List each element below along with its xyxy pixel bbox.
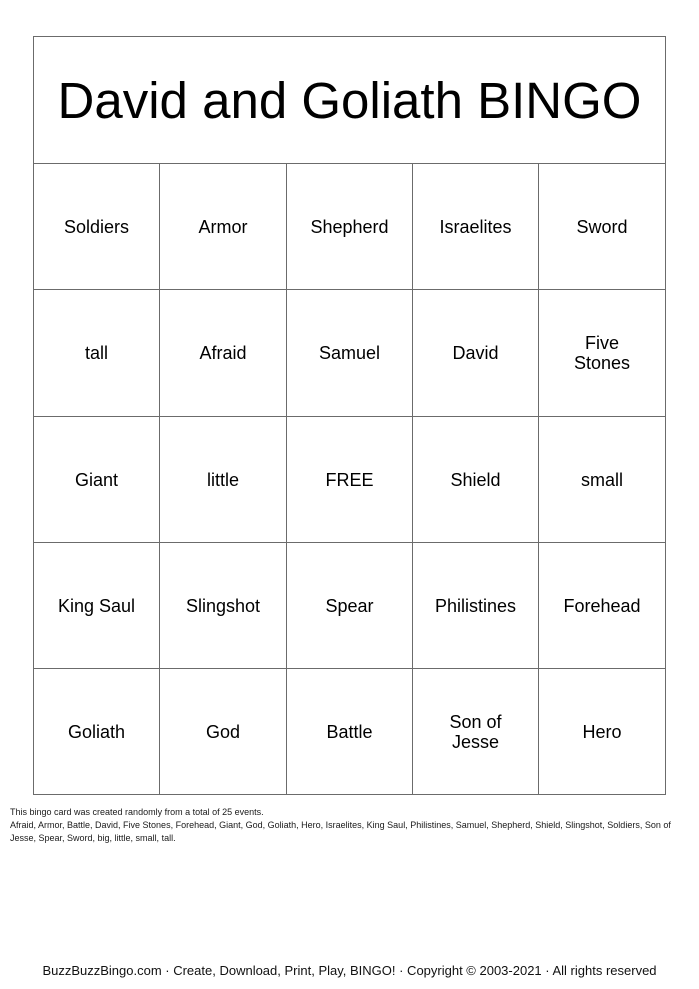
bingo-cell (287, 164, 413, 290)
cell-label: Samuel (318, 343, 381, 363)
bingo-cell (413, 543, 539, 669)
cell-label: Battle (326, 721, 373, 742)
bingo-cell (287, 669, 413, 794)
bingo-card (33, 36, 666, 795)
cell-label: tall (84, 343, 108, 363)
bingo-cell (539, 543, 665, 669)
bingo-cell (539, 290, 665, 417)
cell-label: Spear (325, 595, 374, 616)
cell-label: Five Stones (573, 333, 631, 373)
bingo-cell (34, 164, 160, 290)
bingo-grid (34, 164, 665, 794)
bingo-cell (539, 669, 665, 794)
notes-summary: This bingo card was created randomly from a total of 25 events. (10, 807, 264, 817)
cell-label: Shepherd (310, 216, 389, 237)
cell-label: Goliath (67, 721, 126, 742)
bingo-cell (160, 290, 287, 417)
cell-label: Hero (582, 721, 622, 742)
bingo-cell (413, 417, 539, 543)
bingo-cell (413, 669, 539, 794)
bingo-cell (287, 543, 413, 669)
cell-label: Afraid (199, 343, 247, 363)
cell-label: Forehead (563, 595, 641, 616)
cell-label: little (206, 469, 239, 490)
bingo-cell (160, 543, 287, 669)
bingo-cell (539, 164, 665, 290)
cell-label: Son of Jesse (449, 711, 502, 752)
card-title: David and Goliath BINGO (34, 37, 665, 164)
cell-label: Shield (450, 469, 501, 490)
cell-label: King Saul (57, 595, 136, 616)
cell-label: Israelites (439, 216, 512, 237)
notes-word-list: Afraid, Armor, Battle, David, Five Stones, Forehead, Giant, God, Goliath, Hero, Israelites, King Saul, Philistines, Samuel, Shepherd, Shield, Slingshot, Soldiers, Son of Jesse, Spear, Sword, big, little, small, tall. (10, 820, 671, 843)
cell-label: Sword (576, 216, 628, 237)
cell-label: God (205, 721, 241, 742)
cell-label: Armor (198, 216, 248, 237)
bingo-cell (160, 669, 287, 794)
cell-label: Slingshot (185, 595, 261, 616)
page-footer: BuzzBuzzBingo.com · Create, Download, Print, Play, BINGO! · Copyright © 2003-2021 · All rights reserved (42, 963, 657, 978)
bingo-cell (34, 669, 160, 794)
bingo-cell (34, 417, 160, 543)
bingo-cell (287, 290, 413, 417)
bingo-cell (34, 543, 160, 669)
cell-label: David (452, 343, 499, 363)
bingo-cell (34, 290, 160, 417)
bingo-cell (413, 290, 539, 417)
cell-label: Giant (74, 469, 119, 490)
bingo-cell (160, 164, 287, 290)
bingo-cell (539, 417, 665, 543)
bingo-cell (413, 164, 539, 290)
card-notes (10, 806, 690, 845)
cell-label: Philistines (434, 595, 517, 616)
cell-label: small (580, 469, 623, 490)
cell-label: Soldiers (63, 216, 130, 237)
free-space-cell (287, 417, 413, 543)
bingo-cell (160, 417, 287, 543)
cell-label: FREE (325, 469, 374, 490)
